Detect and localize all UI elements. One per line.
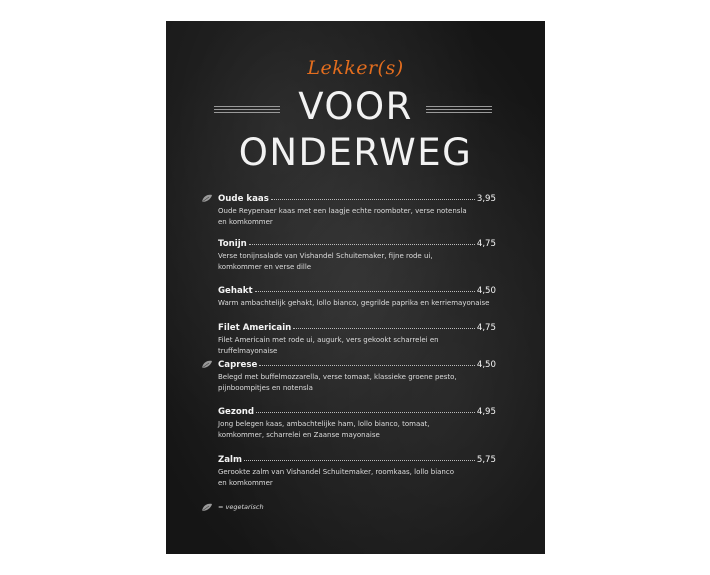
dot-leader bbox=[244, 452, 475, 461]
menu-item-price: 4,50 bbox=[476, 286, 496, 296]
leaf-icon bbox=[201, 360, 213, 369]
menu-item-header bbox=[218, 284, 496, 297]
menu-list bbox=[166, 21, 545, 554]
dot-leader bbox=[293, 320, 475, 329]
menu-item-description bbox=[218, 251, 496, 273]
leaf-icon bbox=[201, 194, 213, 203]
description-line: Jong belegen kaas, ambachtelijke ham, lollo bianco, tomaat, bbox=[218, 420, 430, 428]
dot-leader bbox=[255, 283, 475, 292]
menu-item-description bbox=[218, 298, 496, 309]
dot-leader bbox=[259, 357, 475, 366]
menu-item-name: Zalm bbox=[218, 455, 242, 465]
menu-item-header bbox=[218, 321, 496, 334]
menu-item-gezond bbox=[218, 405, 496, 441]
menu-item-description bbox=[218, 467, 496, 489]
menu-item-price: 5,75 bbox=[476, 455, 496, 465]
description-line: komkommer, scharrelei en Zaanse mayonaise bbox=[218, 431, 380, 439]
menu-item-tonijn bbox=[218, 237, 496, 273]
menu-item-description bbox=[218, 419, 496, 441]
vegetarian-legend: = vegetarisch bbox=[218, 503, 264, 511]
menu-item-zalm bbox=[218, 453, 496, 489]
menu-item-header bbox=[218, 358, 496, 371]
menu-item-description bbox=[218, 206, 496, 228]
menu-item-price: 4,50 bbox=[476, 360, 496, 370]
script-title: Lekker(s) bbox=[307, 57, 404, 79]
menu-item-oude-kaas bbox=[218, 192, 496, 228]
description-line: komkommer en verse dille bbox=[218, 263, 312, 271]
menu-item-filet-americain bbox=[218, 321, 496, 357]
menu-item-price: 4,75 bbox=[476, 239, 496, 249]
menu-item-price: 4,95 bbox=[476, 407, 496, 417]
description-line: Filet Americain met rode ui, augurk, vers gekookt scharrelei en truffelmayonaise bbox=[218, 336, 439, 355]
description-line: Warm ambachtelijk gehakt, lollo bianco, gegrilde paprika en kerriemayonaise bbox=[218, 299, 490, 307]
description-line: en komkommer bbox=[218, 479, 273, 487]
menu-item-gehakt bbox=[218, 284, 496, 309]
chalkboard-menu bbox=[166, 21, 545, 554]
description-line: en komkommer bbox=[218, 218, 273, 226]
menu-item-header bbox=[218, 192, 496, 205]
menu-item-description bbox=[218, 335, 496, 357]
dot-leader bbox=[249, 236, 475, 245]
menu-item-header bbox=[218, 453, 496, 466]
menu-item-caprese bbox=[218, 358, 496, 394]
menu-item-name: Oude kaas bbox=[218, 194, 269, 204]
menu-item-name: Filet Americain bbox=[218, 323, 292, 333]
title-line-1: VOOR bbox=[298, 85, 413, 128]
menu-item-price: 4,75 bbox=[476, 323, 496, 333]
description-line: Gerookte zalm van Vishandel Schuitemaker, roomkaas, lollo bianco bbox=[218, 468, 455, 476]
menu-item-price: 3,95 bbox=[476, 194, 496, 204]
dot-leader bbox=[256, 404, 475, 413]
description-line: Belegd met buffelmozzarella, verse tomaat, klassieke groene pesto, bbox=[218, 373, 457, 381]
description-line: pijnboompitjes en notensla bbox=[218, 384, 313, 392]
menu-item-description bbox=[218, 372, 496, 394]
menu-item-header bbox=[218, 405, 496, 418]
menu-item-header bbox=[218, 237, 496, 250]
dot-leader bbox=[271, 191, 475, 200]
leaf-icon bbox=[201, 503, 213, 512]
description-line: Oude Reypenaer kaas met een laagje echte roomboter, verse notensla bbox=[218, 207, 467, 215]
description-line: Verse tonijnsalade van Vishandel Schuitemaker, fijne rode ui, bbox=[218, 252, 433, 260]
menu-item-name: Gehakt bbox=[218, 286, 253, 296]
title-line-2: ONDERWEG bbox=[238, 131, 473, 174]
menu-item-name: Caprese bbox=[218, 360, 258, 370]
menu-item-name: Tonijn bbox=[218, 239, 247, 249]
menu-item-name: Gezond bbox=[218, 407, 255, 417]
